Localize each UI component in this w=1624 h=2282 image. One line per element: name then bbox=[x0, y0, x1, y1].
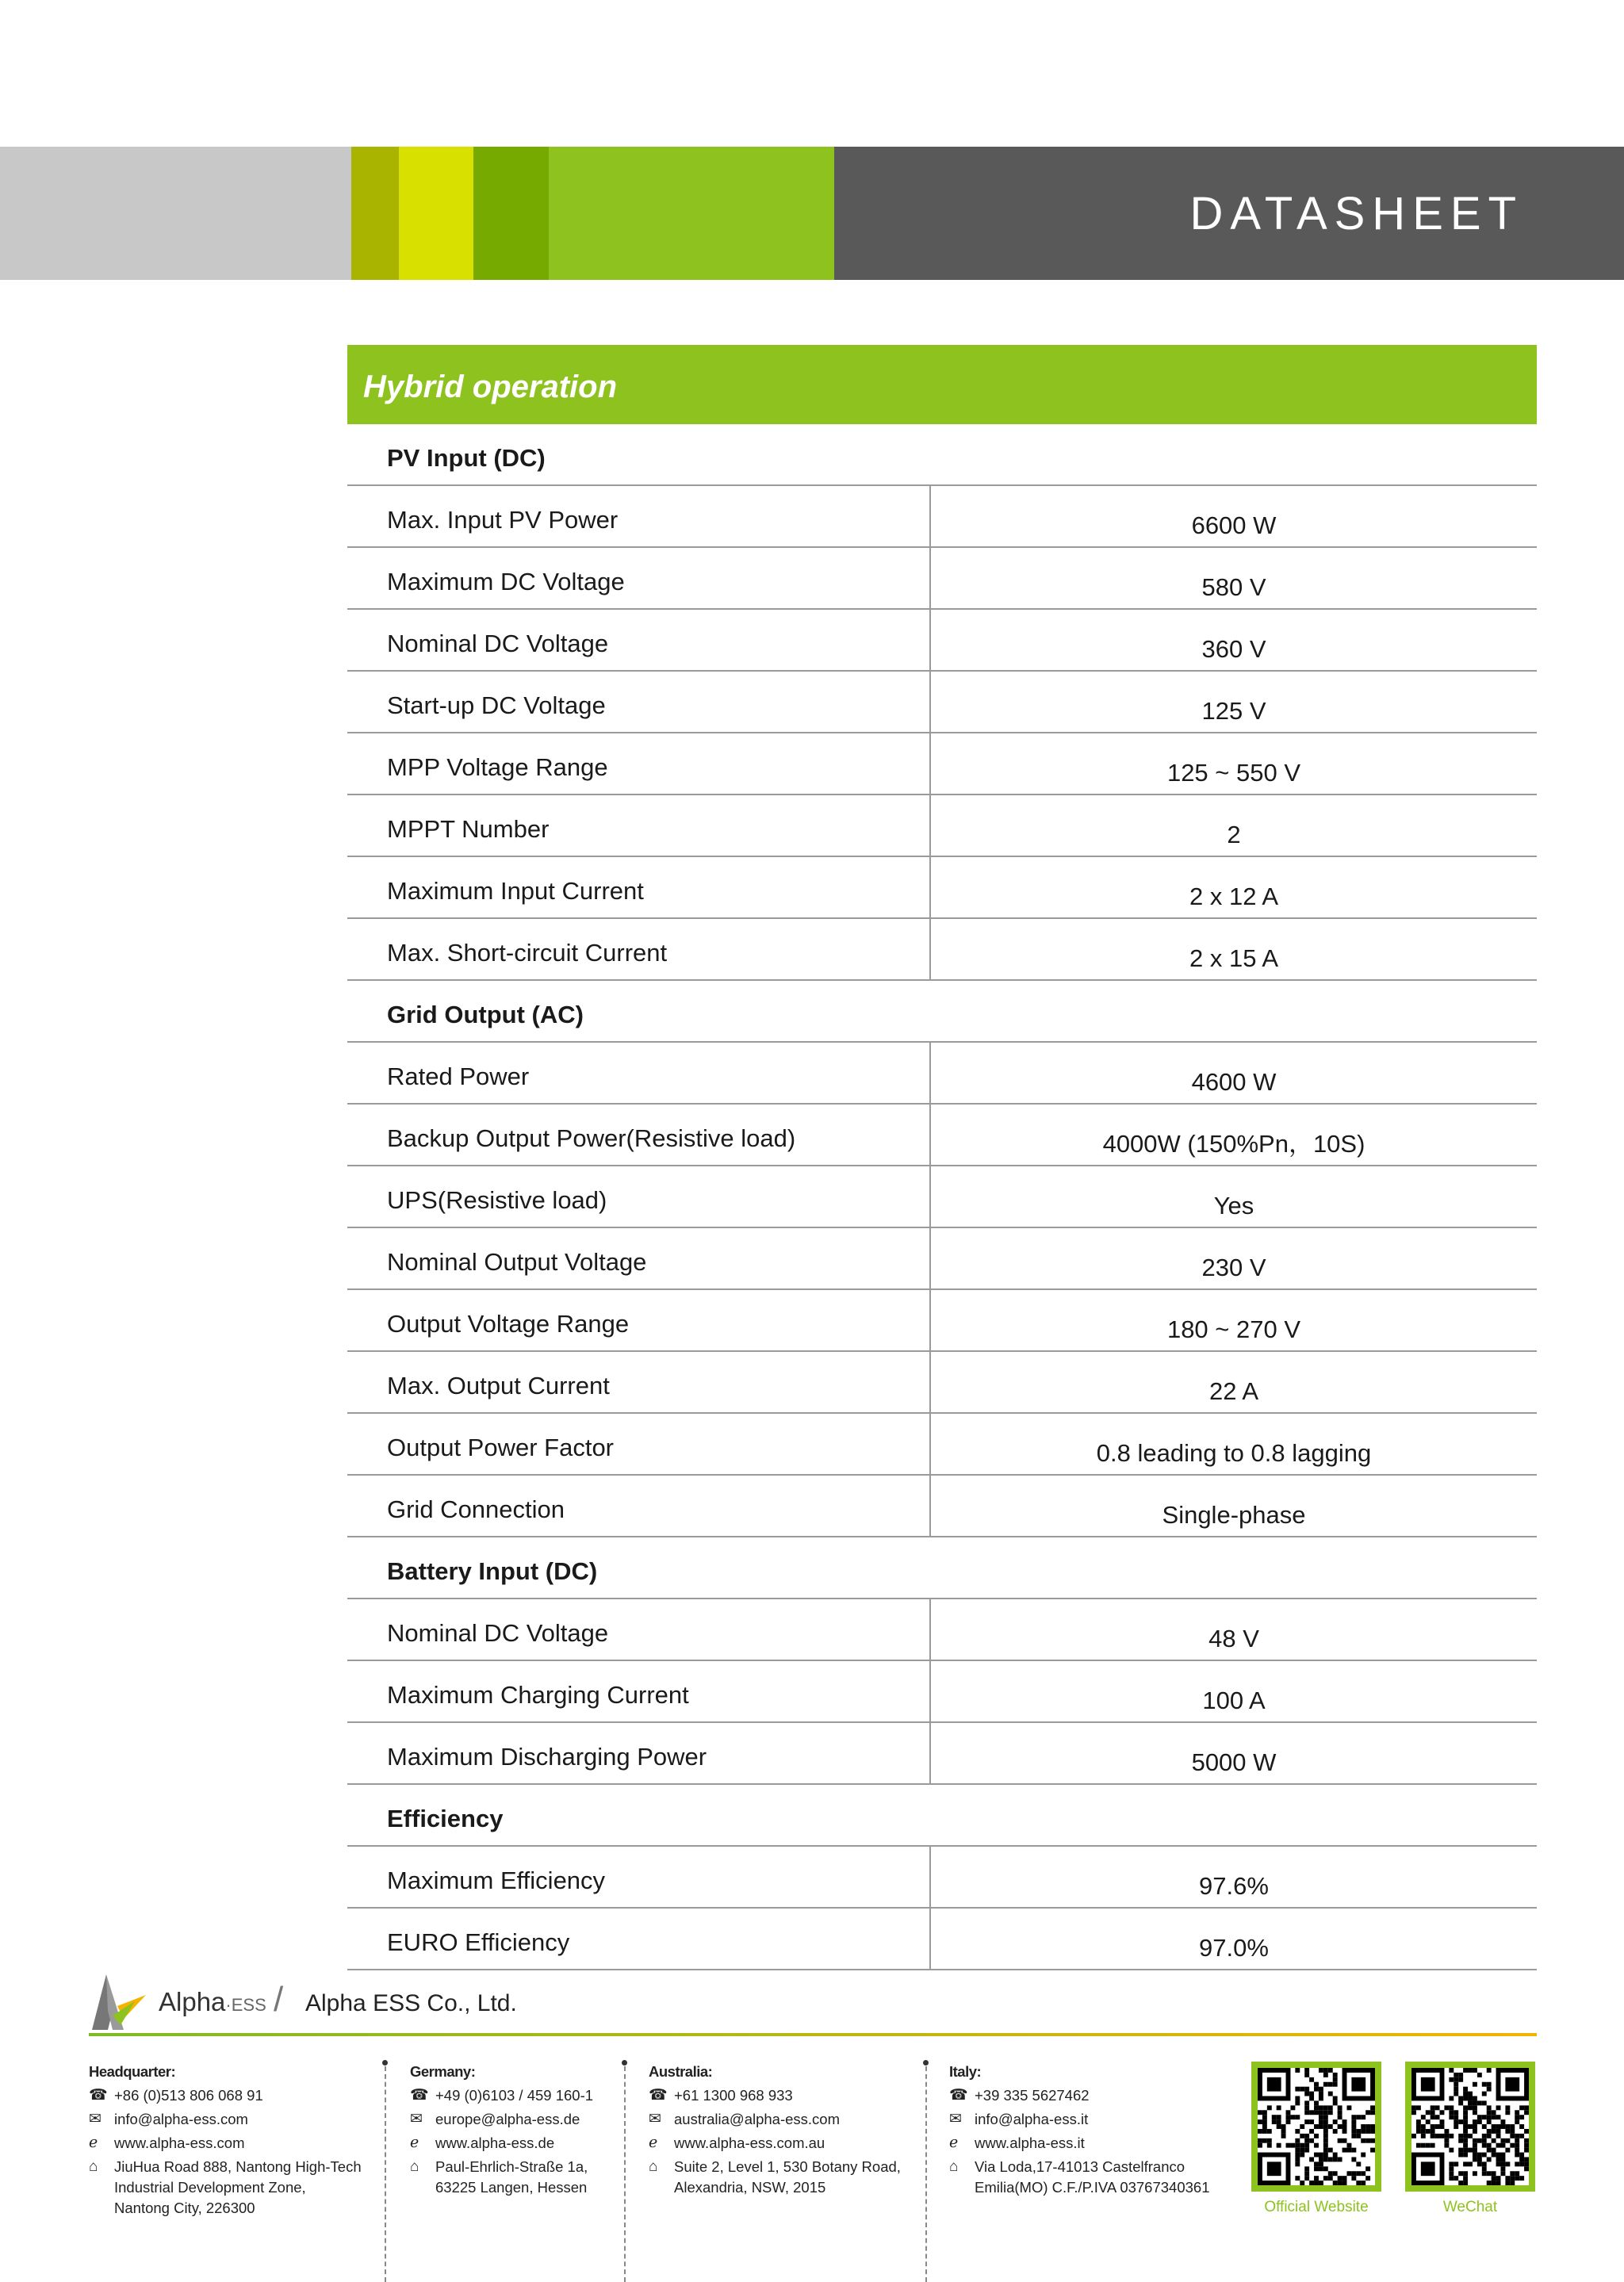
table-row bbox=[347, 1909, 1537, 1970]
website-url: www.alpha-ess.com bbox=[114, 2135, 245, 2151]
spec-label: Maximum Efficiency bbox=[387, 1867, 606, 1894]
table-row bbox=[347, 733, 1537, 795]
table-row bbox=[347, 1847, 1537, 1909]
table-row bbox=[347, 1476, 1537, 1537]
email-address: australia@alpha-ess.com bbox=[674, 2111, 841, 2127]
table-row bbox=[347, 672, 1537, 733]
group-title: Grid Output (AC) bbox=[387, 1001, 584, 1028]
spec-value: 97.0% bbox=[929, 1909, 1537, 1969]
table-row bbox=[347, 857, 1537, 919]
spec-value: 100 A bbox=[929, 1661, 1537, 1721]
spec-label: Max. Input PV Power bbox=[387, 506, 619, 534]
spec-label: Rated Power bbox=[387, 1063, 530, 1090]
phone-icon: ☎ bbox=[649, 2087, 668, 2104]
table-row bbox=[347, 1290, 1537, 1352]
website-url: www.alpha-ess.it bbox=[975, 2135, 1085, 2151]
spec-value: 360 V bbox=[929, 610, 1537, 670]
group-title: PV Input (DC) bbox=[387, 444, 546, 472]
header-band-olive bbox=[351, 147, 399, 280]
table-row bbox=[347, 919, 1537, 981]
table-row bbox=[347, 795, 1537, 857]
spec-value: 22 A bbox=[929, 1352, 1537, 1412]
spec-label: EURO Efficiency bbox=[387, 1928, 570, 1956]
contact-column-italy bbox=[949, 2060, 1251, 2198]
spec-value: 125 V bbox=[929, 672, 1537, 732]
column-divider bbox=[925, 2066, 927, 2282]
phone-number: +61 1300 968 933 bbox=[674, 2087, 793, 2104]
table-row bbox=[347, 1352, 1537, 1414]
spec-label: Max. Short-circuit Current bbox=[387, 939, 668, 967]
column-divider-dot bbox=[622, 2060, 627, 2066]
contact-column-australia bbox=[649, 2060, 922, 2198]
website-url: www.alpha-ess.de bbox=[435, 2135, 555, 2151]
column-heading: Headquarter: bbox=[89, 2063, 176, 2080]
header-band-yellow bbox=[399, 147, 473, 280]
contact-column-germany bbox=[410, 2060, 624, 2198]
spec-label: Maximum DC Voltage bbox=[387, 568, 625, 595]
postal-address: Via Loda,17-41013 Castelfranco Emilia(MO) C.F./P.IVA 03767340361 bbox=[975, 2158, 1210, 2196]
header-band-green bbox=[549, 147, 834, 280]
address-icon: ⌂ bbox=[410, 2158, 419, 2175]
table-row bbox=[347, 1723, 1537, 1785]
spec-value: 125 ~ 550 V bbox=[929, 733, 1537, 794]
web-icon: ℯ bbox=[410, 2135, 419, 2151]
table-row bbox=[347, 1043, 1537, 1105]
spec-label: Maximum Charging Current bbox=[387, 1681, 689, 1709]
table-group-header bbox=[347, 981, 1537, 1043]
brand-divider: / bbox=[274, 1980, 284, 2019]
table-row bbox=[347, 1414, 1537, 1476]
postal-address: Paul-Ehrlich-Straße 1a, 63225 Langen, Hessen bbox=[435, 2158, 588, 2196]
phone-number: +86 (0)513 806 068 91 bbox=[114, 2087, 263, 2104]
table-row bbox=[347, 1661, 1537, 1723]
spec-label: Nominal Output Voltage bbox=[387, 1248, 647, 1276]
spec-label: Maximum Input Current bbox=[387, 877, 644, 905]
email-icon: ✉ bbox=[649, 2111, 661, 2127]
column-divider-dot bbox=[382, 2060, 388, 2066]
brand-sub: ·ESS bbox=[225, 1995, 266, 2015]
spec-label: Maximum Discharging Power bbox=[387, 1743, 707, 1771]
email-address: europe@alpha-ess.de bbox=[435, 2111, 580, 2127]
qr-caption-official-website: Official Website bbox=[1264, 2199, 1369, 2215]
email-address: info@alpha-ess.com bbox=[114, 2111, 248, 2127]
spec-value: Yes bbox=[929, 1166, 1537, 1227]
phone-icon: ☎ bbox=[89, 2087, 108, 2104]
spec-value: 4600 W bbox=[929, 1043, 1537, 1103]
table-group-header bbox=[347, 1537, 1537, 1599]
web-icon: ℯ bbox=[949, 2135, 959, 2151]
column-heading: Germany: bbox=[410, 2063, 476, 2080]
group-title: Efficiency bbox=[387, 1805, 504, 1832]
address-icon: ⌂ bbox=[89, 2158, 98, 2175]
spec-value: 6600 W bbox=[929, 486, 1537, 546]
email-icon: ✉ bbox=[89, 2111, 102, 2127]
company-name: Alpha ESS Co., Ltd. bbox=[305, 1990, 517, 2016]
address-icon: ⌂ bbox=[649, 2158, 658, 2175]
email-icon: ✉ bbox=[410, 2111, 423, 2127]
postal-address: JiuHua Road 888, Nantong High-Tech Industrial Development Zone, Nantong City, 226300 bbox=[114, 2158, 362, 2216]
phone-icon: ☎ bbox=[410, 2087, 429, 2104]
spec-value: 4000W (150%Pn，10S) bbox=[929, 1105, 1537, 1165]
column-divider-dot bbox=[923, 2060, 929, 2066]
phone-number: +49 (0)6103 / 459 160-1 bbox=[435, 2087, 594, 2104]
table-row bbox=[347, 1166, 1537, 1228]
section-title: Hybrid operation bbox=[347, 345, 1537, 424]
spec-label: Output Voltage Range bbox=[387, 1310, 630, 1338]
spec-value: 180 ~ 270 V bbox=[929, 1290, 1537, 1350]
email-icon: ✉ bbox=[949, 2111, 962, 2127]
spec-value: Single-phase bbox=[929, 1476, 1537, 1536]
table-row bbox=[347, 548, 1537, 610]
qr-code-official-website bbox=[1251, 2062, 1381, 2192]
table-group-header bbox=[347, 424, 1537, 486]
qr-code-wechat bbox=[1405, 2062, 1535, 2192]
column-heading: Italy: bbox=[949, 2063, 982, 2080]
address-icon: ⌂ bbox=[949, 2158, 959, 2175]
qr-code-icon bbox=[1258, 2068, 1375, 2185]
spec-label: UPS(Resistive load) bbox=[387, 1186, 607, 1214]
spec-label: Grid Connection bbox=[387, 1495, 565, 1523]
spec-value: 97.6% bbox=[929, 1847, 1537, 1907]
table-row bbox=[347, 1599, 1537, 1661]
phone-number: +39 335 5627462 bbox=[975, 2087, 1090, 2104]
spec-value: 230 V bbox=[929, 1228, 1537, 1288]
alpha-ess-logo-icon bbox=[89, 1970, 152, 2033]
table-row bbox=[347, 486, 1537, 548]
spec-label: Start-up DC Voltage bbox=[387, 691, 606, 719]
postal-address: Suite 2, Level 1, 530 Botany Road, Alexandria, NSW, 2015 bbox=[674, 2158, 901, 2196]
spec-value: 580 V bbox=[929, 548, 1537, 608]
table-group-header bbox=[347, 1785, 1537, 1847]
spec-table bbox=[347, 424, 1537, 1970]
spec-label: Output Power Factor bbox=[387, 1434, 615, 1461]
phone-icon: ☎ bbox=[949, 2087, 968, 2104]
datasheet-title: DATASHEET bbox=[1189, 188, 1523, 239]
header-band-light-gray bbox=[0, 147, 351, 280]
website-url: www.alpha-ess.com.au bbox=[674, 2135, 825, 2151]
column-divider bbox=[385, 2066, 386, 2282]
group-title: Battery Input (DC) bbox=[387, 1557, 598, 1585]
brand-name bbox=[159, 1987, 266, 2017]
spec-value: 2 bbox=[929, 795, 1537, 856]
spec-label: Nominal DC Voltage bbox=[387, 630, 609, 657]
header-band-dark-green bbox=[473, 147, 549, 280]
spec-label: Backup Output Power(Resistive load) bbox=[387, 1124, 796, 1152]
column-divider bbox=[624, 2066, 626, 2282]
qr-code-icon bbox=[1411, 2068, 1529, 2185]
qr-caption-wechat: WeChat bbox=[1442, 2199, 1498, 2215]
table-row bbox=[347, 1105, 1537, 1166]
table-row bbox=[347, 610, 1537, 672]
spec-value: 0.8 leading to 0.8 lagging bbox=[929, 1414, 1537, 1474]
column-heading: Australia: bbox=[649, 2063, 713, 2080]
spec-value: 48 V bbox=[929, 1599, 1537, 1660]
spec-value: 2 x 12 A bbox=[929, 857, 1537, 917]
web-icon: ℯ bbox=[89, 2135, 98, 2151]
spec-label: MPP Voltage Range bbox=[387, 753, 608, 781]
web-icon: ℯ bbox=[649, 2135, 658, 2151]
contact-column-headquarter bbox=[89, 2060, 382, 2219]
spec-value: 5000 W bbox=[929, 1723, 1537, 1783]
spec-value: 2 x 15 A bbox=[929, 919, 1537, 979]
table-row bbox=[347, 1228, 1537, 1290]
spec-label: MPPT Number bbox=[387, 815, 550, 843]
spec-label: Nominal DC Voltage bbox=[387, 1619, 609, 1647]
spec-label: Max. Output Current bbox=[387, 1372, 610, 1399]
brand-main: Alpha bbox=[159, 1987, 226, 2016]
footer-divider bbox=[89, 2033, 1537, 2036]
email-address: info@alpha-ess.it bbox=[975, 2111, 1089, 2127]
